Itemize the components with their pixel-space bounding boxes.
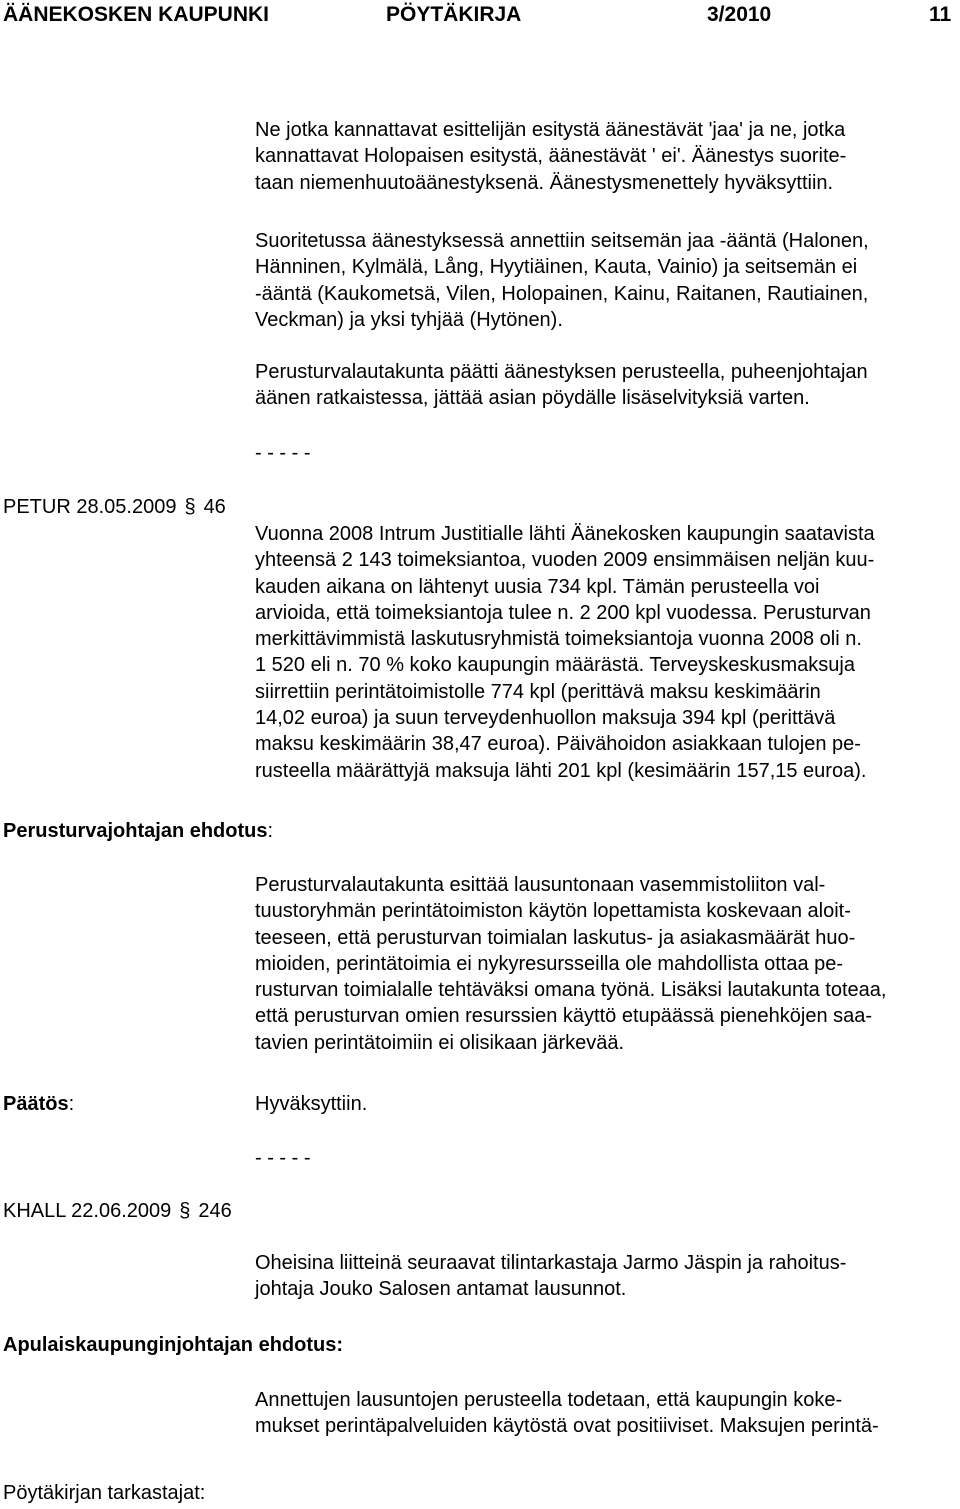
text-line: Veckman) ja yksi tyhjää (Hytönen). — [255, 308, 563, 331]
text-line: Vuonna 2008 Intrum Justitialle lähti Äänekosken kaupungin saatavista — [255, 523, 875, 545]
section-number: 246 — [198, 1200, 232, 1222]
text-line: mukset perintäpalveluiden käytöstä ovat positiiviset. Maksujen perintä- — [255, 1415, 879, 1438]
text-line: Hänninen, Kylmälä, Lång, Hyytiäinen, Kauta, Vainio) ja seitsemän ei — [255, 256, 858, 279]
board-statement-paragraph — [255, 872, 886, 1056]
text-line: Perusturvalautakunta esittää lausuntonaan vasemmistoliiton val- — [255, 874, 826, 896]
section-symbol: § — [184, 496, 196, 518]
text-line: Suoritetussa äänestyksessä annettiin seitsemän jaa -ääntä (Halonen, — [255, 230, 869, 252]
text-line: 14,02 euroa) ja suun terveydenhuollon maksuja 394 kpl (perittävä — [255, 707, 836, 730]
board-decision-paragraph — [255, 359, 868, 412]
text-line: rusteella määrättyjä maksuja lähti 201 kpl (kesimäärin 157,15 euroa). — [255, 759, 867, 782]
decision-label — [3, 1091, 74, 1117]
text-line: teeseen, että perusturvan toimialan laskutus- ja asiakasmäärät huo- — [255, 926, 856, 949]
text-line: tuustoryhmän perintätoimiston käytön lopettamista koskevaan aloit- — [255, 900, 851, 923]
text-line: että perusturvan omien resurssien käyttö etupäässä pienehköjen saa- — [255, 1005, 873, 1028]
deputy-proposal-paragraph — [255, 1387, 879, 1440]
organization-name: ÄÄNEKOSKEN KAUPUNKI — [3, 3, 270, 26]
text-line: taan niemenhuutoäänestyksenä. Äänestysmenettely hyväksyttiin. — [255, 171, 834, 194]
text-line: Annettujen lausuntojen perusteella todetaan, että kaupungin koke- — [255, 1389, 843, 1411]
decision-label-text: Päätös — [3, 1093, 69, 1115]
collection-statistics-paragraph — [255, 521, 875, 784]
meeting-date-label: KHALL 22.06.2009 — [3, 1200, 172, 1222]
text-line: siirrettiin perintätoimistolle 774 kpl (perittävä maksu keskimäärin — [255, 680, 821, 703]
issue-number: 3/2010 — [707, 3, 772, 26]
text-line: rusturvan toimialalle tehtäväksi omana työnä. Lisäksi lautakunta toteaa, — [255, 979, 887, 1002]
text-line: johtaja Jouko Salosen antamat lausunnot. — [255, 1278, 627, 1301]
text-line: -ääntä (Kaukometsä, Vilen, Holopainen, Kainu, Raitanen, Rautiainen, — [255, 282, 869, 305]
text-line: kannattavat Holopaisen esitystä, äänestävät ' ei'. Äänestys suorite- — [255, 145, 847, 168]
text-line: arvioida, että toimeksiantoja tulee n. 2 200 kpl vuodessa. Perusturvan — [255, 601, 871, 624]
section-symbol: § — [179, 1200, 191, 1222]
text-line: Oheisina liitteinä seuraavat tilintarkastaja Jarmo Jäspin ja rahoitus- — [255, 1252, 847, 1274]
text-line: äänen ratkaistessa, jättää asian pöydälle lisäselvityksiä varten. — [255, 387, 810, 410]
text-line: mioiden, perintätoimia ei nykyresursseilla ole mahdollista ottaa pe- — [255, 952, 844, 975]
deputy-proposal-label: Apulaiskaupunginjohtajan ehdotus: — [3, 1334, 343, 1356]
text-line: merkittävimmistä laskutusryhmistä toimeksiantoja vuonna 2008 oli n. — [255, 628, 862, 651]
separator: - - - - - — [255, 442, 311, 464]
text-line: maksu keskimäärin 38,47 euroa). Päivähoidon asiakkaan tulojen pe- — [255, 733, 861, 756]
meeting-date-label: PETUR 28.05.2009 — [3, 496, 177, 518]
text-line: kauden aikana on lähtenyt uusia 734 kpl. Tämän perusteella voi — [255, 575, 820, 598]
section-number: 46 — [203, 496, 226, 518]
text-line: yhteensä 2 143 toimeksiantoa, vuoden 2009 ensimmäisen neljän kuu- — [255, 549, 875, 572]
voting-instructions-paragraph — [255, 117, 846, 196]
proposal-label-colon: : — [267, 820, 274, 842]
voting-result-paragraph — [255, 228, 869, 333]
proposal-label — [3, 818, 273, 844]
attachments-paragraph — [255, 1250, 846, 1303]
proposal-label-text: Perusturvajohtajan ehdotus — [3, 820, 268, 842]
page-number: 11 — [929, 3, 952, 26]
petur-reference — [3, 494, 226, 520]
text-line: tavien perintätoimiin ei olisikaan järkevää. — [255, 1031, 625, 1054]
minutes-checkers-label: Pöytäkirjan tarkastajat: — [3, 1482, 206, 1504]
text-line: Ne jotka kannattavat esittelijän esitystä äänestävät 'jaa' ja ne, jotka — [255, 119, 846, 141]
separator: - - - - - — [255, 1147, 311, 1169]
khall-reference — [3, 1198, 232, 1224]
decision-text: Hyväksyttiin. — [255, 1093, 368, 1115]
text-line: Perusturvalautakunta päätti äänestyksen perusteella, puheenjohtajan — [255, 361, 868, 383]
decision-label-colon: : — [68, 1093, 75, 1115]
text-line: 1 520 eli n. 70 % koko kaupungin määrästä. Terveyskeskusmaksuja — [255, 654, 855, 677]
document-type: PÖYTÄKIRJA — [386, 3, 522, 26]
